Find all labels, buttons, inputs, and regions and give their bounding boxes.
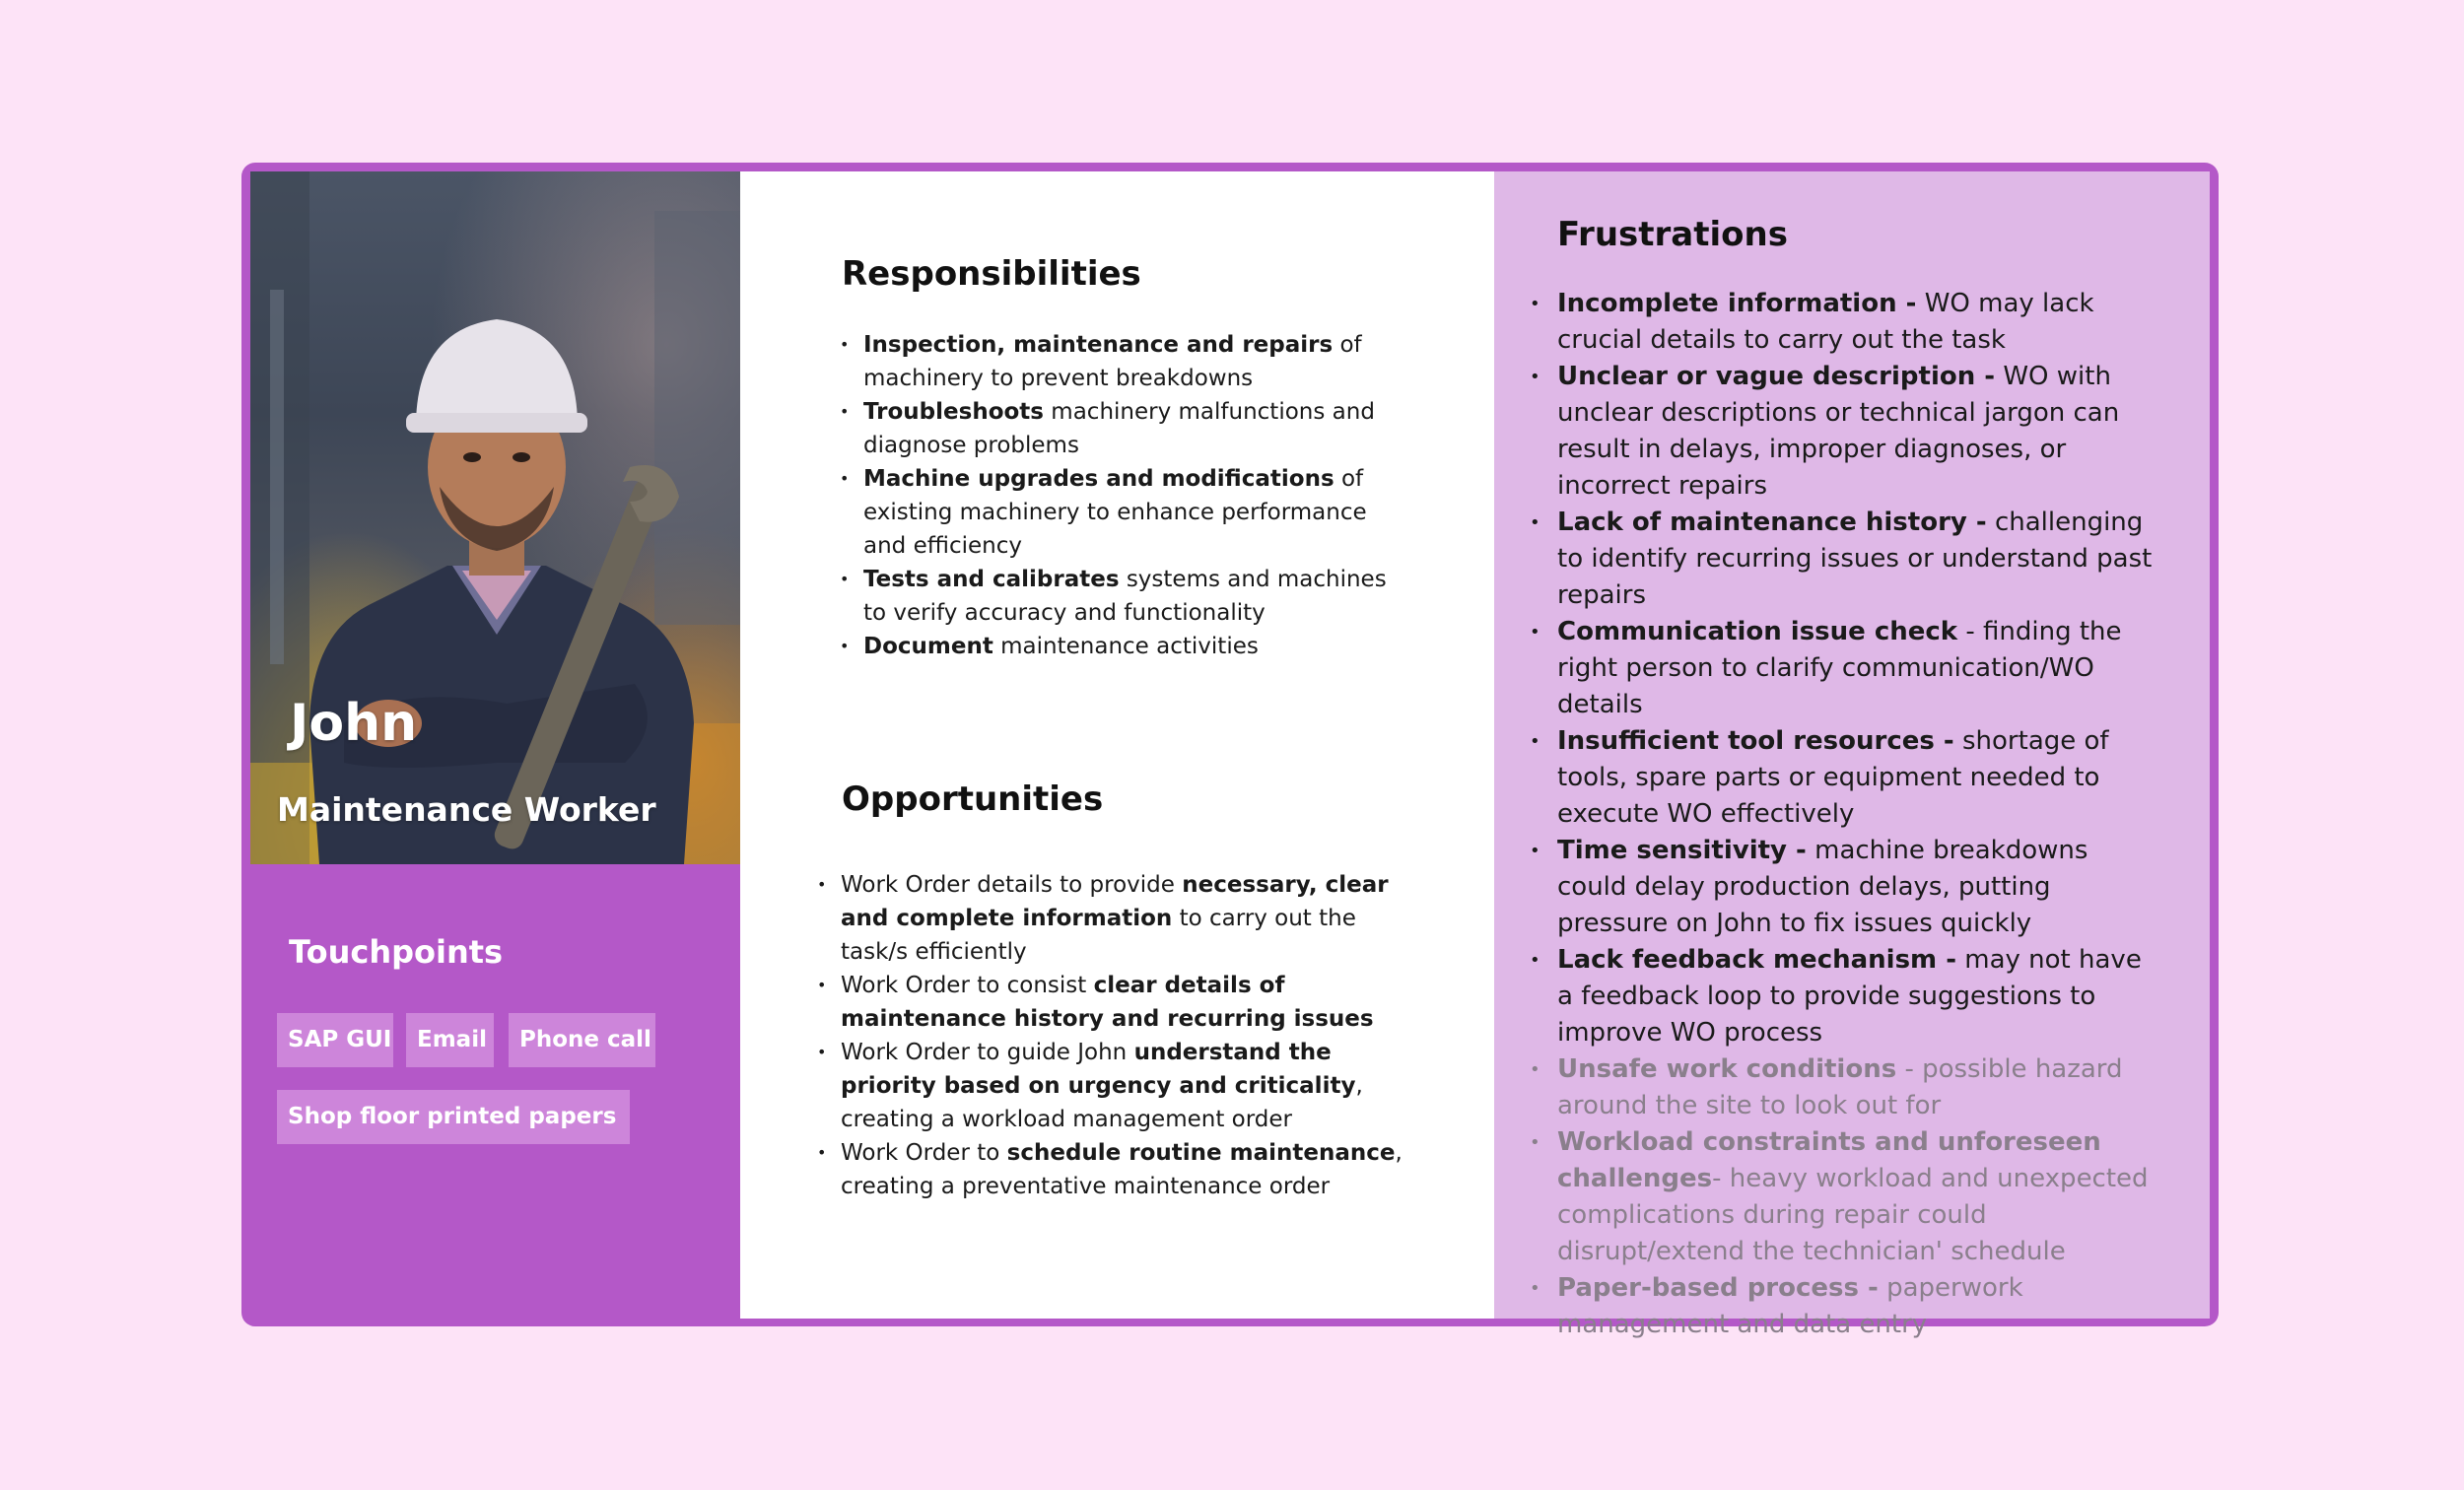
- touchpoint-chip-phone-call: Phone call: [509, 1013, 655, 1067]
- list-item: • Work Order to schedule routine maintenance, creating a preventative maintenance order: [817, 1136, 1428, 1203]
- worker-illustration: [250, 171, 740, 864]
- persona-photo: [250, 171, 740, 864]
- opportunities-title: Opportunities: [842, 779, 1104, 819]
- list-item: • Communication issue check - finding the right person to clarify communication/WO details: [1530, 614, 2160, 723]
- list-item: • Work Order to consist clear details of maintenance history and recurring issues: [817, 969, 1428, 1036]
- list-item: • Work Order details to provide necessary, clear and complete information to carry out the task/s efficiently: [817, 868, 1428, 969]
- persona-name: John: [290, 694, 418, 753]
- list-item-muted: • Unsafe work conditions - possible hazard around the site to look out for: [1530, 1051, 2160, 1124]
- list-item: • Time sensitivity - machine breakdowns could delay production delays, putting pressure on John to fix issues quickly: [1530, 833, 2160, 942]
- list-item: • Machine upgrades and modifications of existing machinery to enhance performance and efficiency: [840, 462, 1411, 563]
- list-item-muted: • Paper-based process - paperwork management and data entry: [1530, 1270, 2160, 1343]
- list-item: • Incomplete information - WO may lack crucial details to carry out the task: [1530, 286, 2160, 359]
- list-item: • Document maintenance activities: [840, 630, 1411, 663]
- persona-role: Maintenance Worker: [277, 790, 656, 829]
- list-item: • Lack feedback mechanism - may not have a feedback loop to provide suggestions to improve WO process: [1530, 942, 2160, 1051]
- list-item: • Insufficient tool resources - shortage of tools, spare parts or equipment needed to execute WO effectively: [1530, 723, 2160, 833]
- responsibilities-title: Responsibilities: [842, 254, 1141, 294]
- middle-panel: [740, 171, 1494, 1319]
- list-item: • Lack of maintenance history - challenging to identify recurring issues or understand past repairs: [1530, 505, 2160, 614]
- opportunities-list: [817, 868, 1428, 1203]
- responsibilities-list: [840, 328, 1411, 663]
- list-item: • Work Order to guide John understand the priority based on urgency and criticality, creating a workload management order: [817, 1036, 1428, 1136]
- list-item: • Tests and calibrates systems and machines to verify accuracy and functionality: [840, 563, 1411, 630]
- touchpoint-chip-email: Email: [406, 1013, 494, 1067]
- frustrations-panel: [1494, 171, 2210, 1339]
- list-item: • Unclear or vague description - WO with unclear descriptions or technical jargon can result in delays, improper diagnoses, or incorrect repairs: [1530, 359, 2160, 505]
- persona-card: [241, 163, 2219, 1339]
- touchpoints-title: Touchpoints: [289, 933, 504, 971]
- list-item: • Troubleshoots machinery malfunctions and diagnose problems: [840, 395, 1411, 462]
- list-item-muted: • Workload constraints and unforeseen challenges- heavy workload and unexpected complications during repair could disrupt/extend the technician' schedule: [1530, 1124, 2160, 1270]
- frustrations-list: [1530, 286, 2160, 1343]
- list-item: • Inspection, maintenance and repairs of machinery to prevent breakdowns: [840, 328, 1411, 395]
- touchpoint-chip-sap-gui: SAP GUI: [277, 1013, 393, 1067]
- touchpoint-chip-shop-floor-printed-papers: Shop floor printed papers: [277, 1090, 630, 1144]
- frustrations-title: Frustrations: [1557, 215, 1788, 254]
